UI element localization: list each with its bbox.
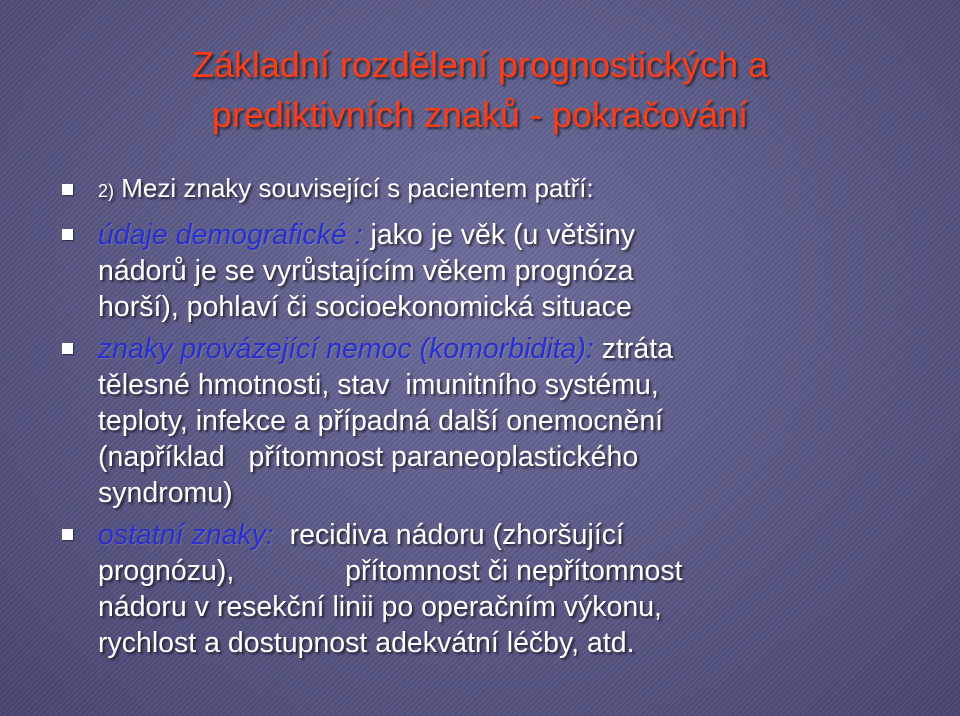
comorbidity-line-2: tělesné hmotnosti, stav imunitního systému, [98, 369, 659, 401]
comorbidity-line-5: syndromu) [98, 477, 233, 509]
square-bullet-icon [62, 184, 73, 195]
list-item-demographic [62, 217, 942, 325]
demographic-line-1-rest: jako je věk (u většiny [362, 219, 636, 251]
other-line-4: rychlost a dostupnost adekvátní léčby, atd. [98, 627, 635, 659]
other-line-2: prognózu), přítomnost či nepřítomnost [98, 555, 683, 587]
title-line-1: Základní rozdělení prognostických a [191, 44, 769, 85]
item-number: 2) [98, 181, 115, 201]
square-bullet-icon [62, 229, 73, 240]
comorbidity-line-4: (například přítomnost paraneoplastického [98, 441, 639, 473]
title-line-2: prediktivních znaků - pokračování [211, 94, 749, 135]
intro-heading: Mezi znaky související s pacientem patří: [114, 173, 594, 203]
other-line-1-rest: recidiva nádoru (zhoršující [273, 519, 624, 551]
demographic-line-3: horší), pohlaví či socioekonomická situace [98, 291, 632, 323]
slide-title [40, 40, 920, 140]
demographic-emphasis: údaje demografické : [98, 219, 363, 251]
square-bullet-icon [62, 529, 73, 540]
demographic-line-2: nádorů je se vyrůstajícím věkem prognóza [98, 255, 634, 287]
other-emphasis: ostatní znaky: [98, 519, 274, 551]
comorbidity-line-1-rest: ztráta [593, 333, 673, 365]
list-item-intro [62, 170, 942, 209]
item-line [98, 331, 942, 367]
item-line [98, 517, 942, 553]
bullet-list [62, 170, 942, 661]
item-line [98, 217, 942, 253]
square-bullet-icon [62, 343, 73, 354]
list-item-other [62, 517, 942, 661]
list-item-comorbidity [62, 331, 942, 511]
intro-line [98, 170, 942, 209]
comorbidity-line-3: teploty, infekce a případná další onemocnění [98, 405, 664, 437]
comorbidity-emphasis: znaky provázející nemoc (komorbidita): [98, 333, 594, 365]
other-line-3: nádoru v resekční linii po operačním výkonu, [98, 591, 662, 623]
